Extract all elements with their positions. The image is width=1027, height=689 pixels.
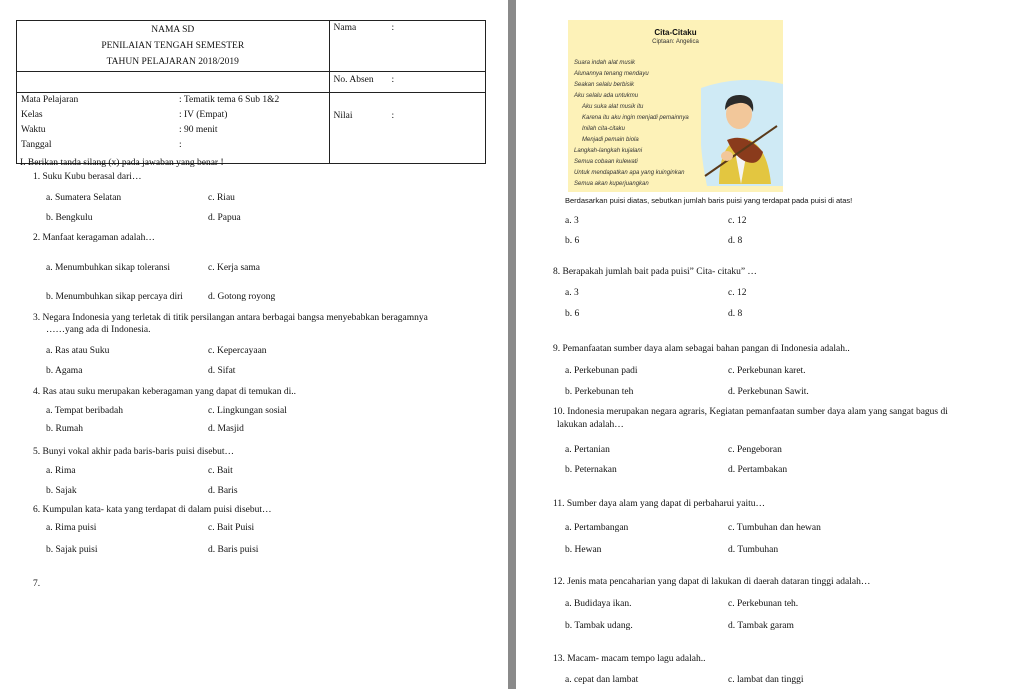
option-6a[interactable]: a. Rima puisi — [46, 523, 97, 533]
poem-title: Cita-Citaku — [654, 28, 697, 37]
option-4a[interactable]: a. Tempat beribadah — [46, 406, 123, 416]
school-year: TAHUN PELAJARAN 2018/2019 — [106, 57, 239, 67]
question-1: 1. Suku Kubu berasal dari… — [33, 172, 142, 182]
option-6d[interactable]: d. Baris puisi — [208, 545, 259, 555]
info-row-time: Waktu : 90 menit — [21, 125, 218, 135]
option-13a[interactable]: a. cepat dan lambat — [565, 675, 639, 685]
option-9c[interactable]: c. Perkebunan karet. — [728, 366, 806, 376]
hand — [721, 151, 733, 161]
poem-line: Aku selalu ada untukmu — [574, 93, 639, 99]
poem-line: Semua cobaan kulewati — [574, 159, 638, 165]
option-7d[interactable]: d. 8 — [728, 236, 743, 246]
option-1c[interactable]: c. Riau — [208, 193, 235, 203]
option-1d[interactable]: d. Papua — [208, 213, 241, 223]
option-13c[interactable]: c. lambat dan tinggi — [728, 675, 804, 685]
option-11a[interactable]: a. Pertambangan — [565, 523, 629, 533]
question-8: 8. Berapakah jumlah bait pada puisi” Cita- citaku” … — [553, 267, 757, 277]
question-7-number: 7. — [33, 579, 41, 589]
option-12d[interactable]: d. Tambak garam — [728, 621, 794, 631]
instruction: I. Berikan tanda silang (x) pada jawaban yang benar ! — [20, 158, 224, 168]
question-10: 10. Indonesia merupakan negara agraris, Kegiatan pemanfaatan sumber daya alam yang sangat bagus di — [553, 407, 948, 417]
page-gap — [508, 0, 516, 689]
poem-line: Seakan selalu berbisik — [574, 82, 635, 88]
option-2d[interactable]: d. Gotong royong — [208, 292, 276, 302]
poem-line: Alunannya tenang mendayu — [574, 71, 649, 77]
option-5d[interactable]: d. Baris — [208, 486, 238, 496]
header-table — [16, 20, 486, 164]
option-5b[interactable]: b. Sajak — [46, 486, 77, 496]
absen-colon: : — [391, 75, 395, 85]
question-9: 9. Pemanfaatan sumber daya alam sebagai bahan pangan di Indonesia adalah.. — [553, 344, 850, 354]
option-9d[interactable]: d. Perkebunan Sawit. — [728, 387, 809, 397]
school-name: NAMA SD — [151, 25, 195, 35]
option-3b[interactable]: b. Agama — [46, 366, 83, 376]
school-title-cell — [17, 21, 330, 72]
option-8b[interactable]: b. 6 — [565, 309, 580, 319]
name-cell[interactable] — [329, 21, 486, 72]
question-12: 12. Jenis mata pencaharian yang dapat di lakukan di daerah dataran tinggi adalah… — [553, 577, 871, 587]
question-3-cont: ……yang ada di Indonesia. — [46, 325, 151, 335]
question-10-cont: lakukan adalah… — [557, 420, 624, 430]
option-8a[interactable]: a. 3 — [565, 288, 579, 298]
option-7a[interactable]: a. 3 — [565, 216, 579, 226]
info-cell — [17, 93, 330, 164]
nilai-colon: : — [391, 111, 395, 121]
question-11: 11. Sumber daya alam yang dapat di perbaharui yaitu… — [553, 499, 766, 509]
option-11c[interactable]: c. Tumbuhan dan hewan — [728, 523, 821, 533]
option-7b[interactable]: b. 6 — [565, 236, 580, 246]
poem-line: Aku suka alat musik itu — [582, 104, 644, 110]
option-10c[interactable]: c. Pengeboran — [728, 445, 782, 455]
absen-cell[interactable] — [329, 72, 486, 93]
option-7c[interactable]: c. 12 — [728, 216, 747, 226]
option-5c[interactable]: c. Bait — [208, 466, 233, 476]
info-row-class: Kelas : IV (Empat) — [21, 110, 228, 120]
nilai-cell[interactable] — [329, 93, 486, 164]
question-6: 6. Kumpulan kata- kata yang terdapat di dalam puisi disebut… — [33, 505, 272, 515]
option-3d[interactable]: d. Sifat — [208, 366, 236, 376]
question-3: 3. Negara Indonesia yang terletak di titik persilangan antara berbagai bangsa menyebabkan beragamnya — [33, 313, 428, 323]
blank-cell — [17, 72, 330, 93]
option-2a[interactable]: a. Menumbuhkan sikap toleransi — [46, 263, 171, 273]
poem-line: Semua akan kuperjuangkan — [574, 181, 649, 187]
poem-box — [568, 20, 783, 192]
option-10d[interactable]: d. Pertambakan — [728, 465, 788, 475]
question-2: 2. Manfaat keragaman adalah… — [33, 233, 155, 243]
option-3a[interactable]: a. Ras atau Suku — [46, 346, 110, 356]
option-1a[interactable]: a. Sumatera Selatan — [46, 193, 122, 203]
option-2c[interactable]: c. Kerja sama — [208, 263, 260, 273]
poem-line: Langkah-langkah kujalani — [574, 148, 643, 154]
option-8d[interactable]: d. 8 — [728, 309, 743, 319]
poem-line: Untuk mendapatkan apa yang kuinginkan — [574, 170, 685, 176]
question-5: 5. Bunyi vokal akhir pada baris-baris puisi disebut… — [33, 447, 235, 457]
exam-title: PENILAIAN TENGAH SEMESTER — [101, 41, 245, 51]
absen-label: No. Absen — [333, 75, 374, 85]
question-13: 13. Macam- macam tempo lagu adalah.. — [553, 654, 706, 664]
option-5a[interactable]: a. Rima — [46, 466, 76, 476]
option-1b[interactable]: b. Bengkulu — [46, 213, 93, 223]
option-4c[interactable]: c. Lingkungan sosial — [208, 406, 287, 416]
option-4d[interactable]: d. Masjid — [208, 424, 244, 434]
poem-line: Menjadi pemain biola — [582, 137, 639, 143]
option-4b[interactable]: b. Rumah — [46, 424, 83, 434]
option-9b[interactable]: b. Perkebunan teh — [565, 387, 634, 397]
question-7-text: Berdasarkan puisi diatas, sebutkan jumlah baris puisi yang terdapat pada puisi di atas! — [565, 196, 853, 205]
option-9a[interactable]: a. Perkebunan padi — [565, 366, 638, 376]
name-colon: : — [391, 23, 395, 33]
poem-line: Suara indah alat musik — [574, 60, 636, 66]
option-8c[interactable]: c. 12 — [728, 288, 747, 298]
violin-player-illustration — [701, 80, 783, 186]
option-2b[interactable]: b. Menumbuhkan sikap percaya diri — [46, 292, 183, 302]
info-row-date: Tanggal : — [21, 140, 182, 150]
option-12a[interactable]: a. Budidaya ikan. — [565, 599, 632, 609]
poem-line: Karena itu aku ingin menjadi pemainnya — [582, 115, 689, 121]
poem-line: Inilah cita-citaku — [582, 126, 626, 132]
option-6b[interactable]: b. Sajak puisi — [46, 545, 98, 555]
poem-author: Ciptaan: Angelica — [652, 39, 699, 45]
question-4: 4. Ras atau suku merupakan keberagaman yang dapat di temukan di.. — [33, 387, 297, 397]
option-10b[interactable]: b. Peternakan — [565, 465, 617, 475]
option-11d[interactable]: d. Tumbuhan — [728, 545, 779, 555]
option-10a[interactable]: a. Pertanian — [565, 445, 610, 455]
option-11b[interactable]: b. Hewan — [565, 545, 602, 555]
option-6c[interactable]: c. Bait Puisi — [208, 523, 255, 533]
info-row-subject: Mata Pelajaran : Tematik tema 6 Sub 1&2 — [21, 95, 280, 105]
name-label: Nama — [333, 23, 357, 33]
option-12c[interactable]: c. Perkebunan teh. — [728, 599, 799, 609]
nilai-label: Nilai — [333, 111, 353, 121]
option-12b[interactable]: b. Tambak udang. — [565, 621, 633, 631]
option-3c[interactable]: c. Kepercayaan — [208, 346, 267, 356]
